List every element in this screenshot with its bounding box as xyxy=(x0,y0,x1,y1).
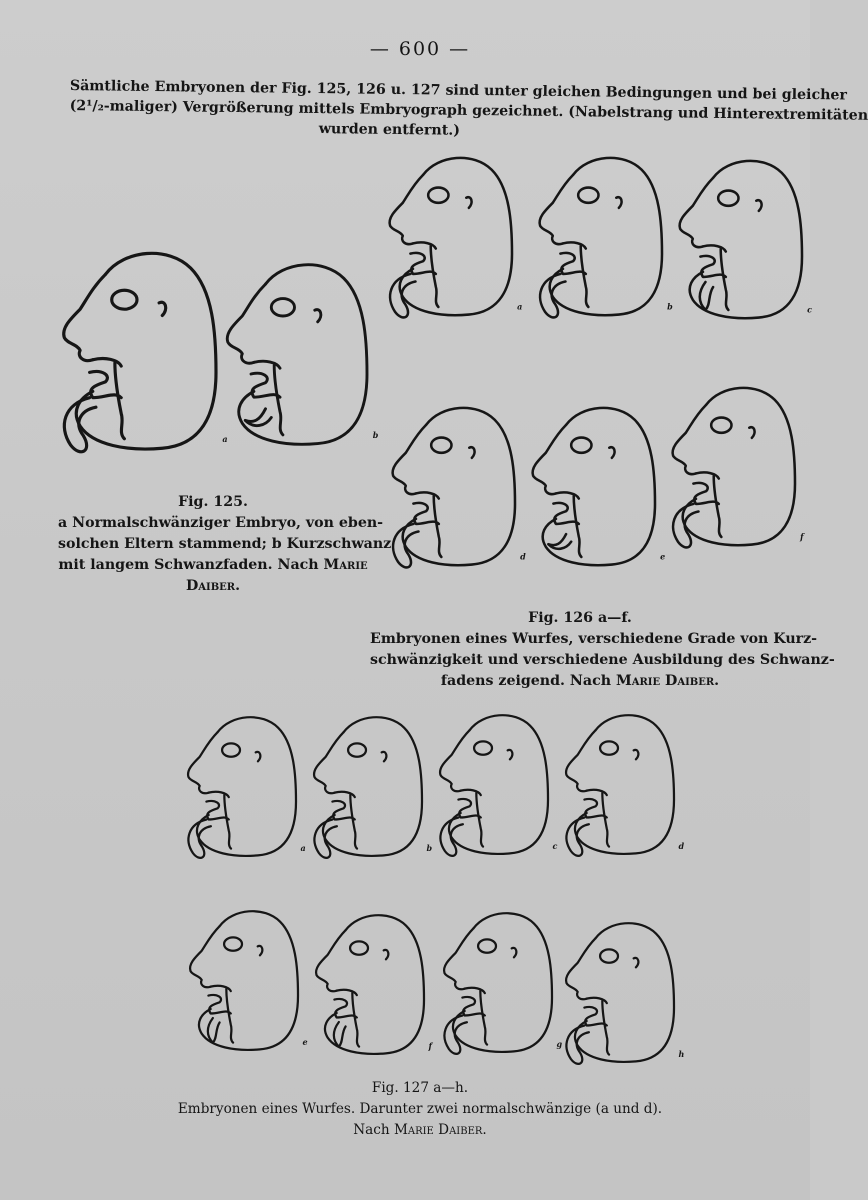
embryo-126-a-eye xyxy=(428,188,448,203)
embryo-126-a-tail xyxy=(390,274,415,318)
embryo-127-b-tail xyxy=(314,820,336,858)
embryo-126-e-tail xyxy=(548,534,571,549)
embryo-125-b xyxy=(227,265,367,445)
embryo-127-h-tail xyxy=(566,1026,588,1064)
embryo-127-c xyxy=(440,715,548,856)
caption-fig-125 xyxy=(58,492,392,597)
fig-127-line-1: Embryonen eines Wurfes. Darunter zwei normalschwänzige (a und d). xyxy=(177,1101,663,1117)
fig-125-line-2: solchen Eltern stammend; b Kurzschwanz xyxy=(58,536,392,552)
fig-126-title: Fig. 126 a—f. xyxy=(528,610,632,626)
embryo-126-d xyxy=(393,408,515,568)
embryo-127-f-ear xyxy=(384,950,389,959)
embryo-126-b-snout xyxy=(540,175,574,244)
embryo-127-b-label: b xyxy=(426,842,433,853)
embryo-127-a-ear xyxy=(256,752,261,761)
embryo-126-c-tail xyxy=(700,282,713,310)
caption-fig-126 xyxy=(370,608,835,692)
embryo-127-b xyxy=(314,717,422,858)
embryo-127-e-ear xyxy=(258,946,263,955)
embryo-126-a-ear xyxy=(466,197,471,208)
embryo-126-d-snout xyxy=(393,425,427,494)
embryo-125-b-tail xyxy=(245,409,271,426)
embryo-126-d-tail xyxy=(393,524,418,568)
embryo-125-b-spine xyxy=(274,365,283,435)
embryo-125-b-ear xyxy=(315,310,321,322)
embryo-127-e-snout xyxy=(190,926,220,987)
embryo-127-f xyxy=(316,915,424,1054)
embryo-125-a-tail xyxy=(64,398,96,452)
embryo-127-f-snout xyxy=(316,930,346,991)
embryo-127-b-snout xyxy=(314,732,344,793)
embryo-127-c-snout xyxy=(440,730,470,791)
embryo-126-c-snout xyxy=(680,178,714,247)
fig-127-author: Marie Daiber. xyxy=(393,1122,487,1138)
fig-127-title: Fig. 127 a—h. xyxy=(371,1080,469,1096)
embryo-126-f-label: f xyxy=(800,531,804,542)
embryo-127-g-spine xyxy=(480,991,487,1045)
embryo-126-c-eye xyxy=(718,191,738,206)
embryo-126-a-snout xyxy=(390,175,424,244)
embryo-127-d-snout xyxy=(566,730,596,791)
embryo-127-f-label: f xyxy=(428,1040,432,1051)
fig-125-author-first: Marie xyxy=(323,557,368,573)
embryo-127-c-eye xyxy=(474,741,492,754)
embryo-126-e-ear xyxy=(609,447,614,458)
fig-126-line-3-text: fadens zeigend. Nach xyxy=(440,673,612,689)
embryo-126-b-tail xyxy=(540,274,565,318)
embryo-126-f-spine xyxy=(714,476,722,537)
embryo-126-b-ear xyxy=(616,197,621,208)
embryo-126-d-eye xyxy=(431,438,451,453)
embryo-125-a xyxy=(64,253,216,451)
embryo-127-e-tail xyxy=(208,1018,220,1043)
embryo-126-b xyxy=(540,158,662,318)
fig-127-line-2 xyxy=(150,1120,690,1141)
embryo-127-f-tail xyxy=(334,1022,346,1047)
embryo-127-d-ear xyxy=(634,750,639,759)
embryo-127-e xyxy=(190,911,298,1050)
embryo-127-e-spine xyxy=(226,989,233,1043)
embryo-127-a-label: a xyxy=(300,842,306,853)
embryo-126-b-label: b xyxy=(667,301,673,312)
embryo-127-g-ear xyxy=(512,948,517,957)
embryo-127-h-label: h xyxy=(678,1048,685,1059)
embryo-127-g-tail xyxy=(444,1016,466,1054)
embryo-127-g xyxy=(444,913,552,1054)
embryo-127-a-spine xyxy=(224,795,231,849)
embryo-127-b-ear xyxy=(382,752,387,761)
embryo-126-f-tail xyxy=(673,504,698,548)
embryo-127-d xyxy=(566,715,674,856)
embryo-126-e-eye xyxy=(571,438,591,453)
embryo-127-d-spine xyxy=(602,793,609,847)
embryo-127-a-tail xyxy=(188,820,210,858)
embryo-126-b-spine xyxy=(581,246,589,307)
embryo-125-a-label: a xyxy=(222,433,228,444)
embryo-125-a-eye xyxy=(112,290,137,309)
embryo-127-d-eye xyxy=(600,741,618,754)
embryo-127-g-snout xyxy=(444,928,474,989)
caption-fig-127 xyxy=(150,1078,690,1141)
embryo-127-h-eye xyxy=(600,949,618,962)
embryo-127-a-snout xyxy=(188,732,218,793)
fig-125-author-last: Daiber. xyxy=(185,578,241,594)
embryo-127-e-label: e xyxy=(302,1036,308,1047)
embryo-126-c-ear xyxy=(756,200,761,211)
embryo-127-h-ear xyxy=(634,958,639,967)
embryo-127-f-spine xyxy=(352,993,359,1047)
embryo-127-g-eye xyxy=(478,939,496,952)
embryo-126-e xyxy=(533,408,655,565)
embryo-125-a-spine xyxy=(115,363,124,439)
embryo-127-f-eye xyxy=(350,941,368,954)
fig-125-line-3 xyxy=(58,555,368,576)
embryo-127-c-tail xyxy=(440,818,462,856)
embryo-127-h-snout xyxy=(566,938,596,999)
fig-125-line-3-text: mit langem Schwanzfaden. Nach xyxy=(58,557,319,573)
embryo-126-a-spine xyxy=(431,246,439,307)
embryo-126-f-ear xyxy=(749,427,754,438)
fig-126-line-1: Embryonen eines Wurfes, verschiedene Grade von Kurz- xyxy=(370,631,818,647)
embryo-127-c-label: c xyxy=(552,840,558,851)
intro-line-1: Sämtliche Embryonen der Fig. 125, 126 u. 127 sind unter gleichen Bedingungen und bei gleicher xyxy=(69,77,848,104)
embryo-126-a-label: a xyxy=(517,301,523,312)
page-number: — 600 — xyxy=(369,38,471,60)
embryo-127-a xyxy=(188,717,296,858)
embryo-126-d-label: d xyxy=(520,551,526,562)
fig-126-line-2: schwänzigkeit und verschiedene Ausbildung des Schwanz- xyxy=(370,652,835,668)
intro-line-2: (2¹/₂-maliger) Vergrößerung mittels Embryograph gezeichnet. (Nabelstrang und Hinterextremitäten xyxy=(69,97,868,124)
embryo-126-f-snout xyxy=(673,405,707,474)
embryo-126-c-label: c xyxy=(807,304,812,315)
embryo-126-d-spine xyxy=(434,496,442,557)
embryo-126-b-eye xyxy=(578,188,598,203)
embryo-127-e-eye xyxy=(224,937,242,950)
embryo-127-g-label: g xyxy=(556,1038,563,1049)
embryo-127-c-spine xyxy=(476,793,483,847)
fig-125-title: Fig. 125. xyxy=(178,494,248,510)
embryo-127-h-spine xyxy=(602,1001,609,1055)
embryo-126-d-ear xyxy=(469,447,474,458)
embryo-127-b-spine xyxy=(350,795,357,849)
embryo-126-e-spine xyxy=(574,496,582,557)
embryo-125-a-snout xyxy=(64,274,106,360)
embryo-125-b-snout xyxy=(227,284,265,363)
embryo-125-b-label: b xyxy=(372,429,379,440)
embryo-127-d-label: d xyxy=(678,840,685,851)
embryo-127-h xyxy=(566,923,674,1064)
embryo-126-a xyxy=(390,158,512,318)
embryo-126-c xyxy=(680,161,802,318)
intro-line-3: wurden entfernt.) xyxy=(318,121,461,139)
fig-127-line-2-text: Nach xyxy=(353,1122,390,1138)
embryo-125-b-eye xyxy=(271,299,294,316)
embryo-125-a-ear xyxy=(159,302,166,315)
embryo-126-c-spine xyxy=(721,249,729,310)
embryo-127-c-ear xyxy=(508,750,513,759)
fig-126-line-3 xyxy=(370,671,790,692)
fig-125-line-1: a Normalschwänziger Embryo, von eben- xyxy=(58,515,384,531)
embryo-126-e-snout xyxy=(533,425,567,494)
fig-126-author: Marie Daiber. xyxy=(616,673,720,689)
embryo-127-d-tail xyxy=(566,818,588,856)
embryo-127-a-eye xyxy=(222,743,240,756)
embryo-127-b-eye xyxy=(348,743,366,756)
embryo-126-f xyxy=(673,388,795,548)
embryo-126-e-label: e xyxy=(660,551,666,562)
embryo-126-f-eye xyxy=(711,418,731,433)
